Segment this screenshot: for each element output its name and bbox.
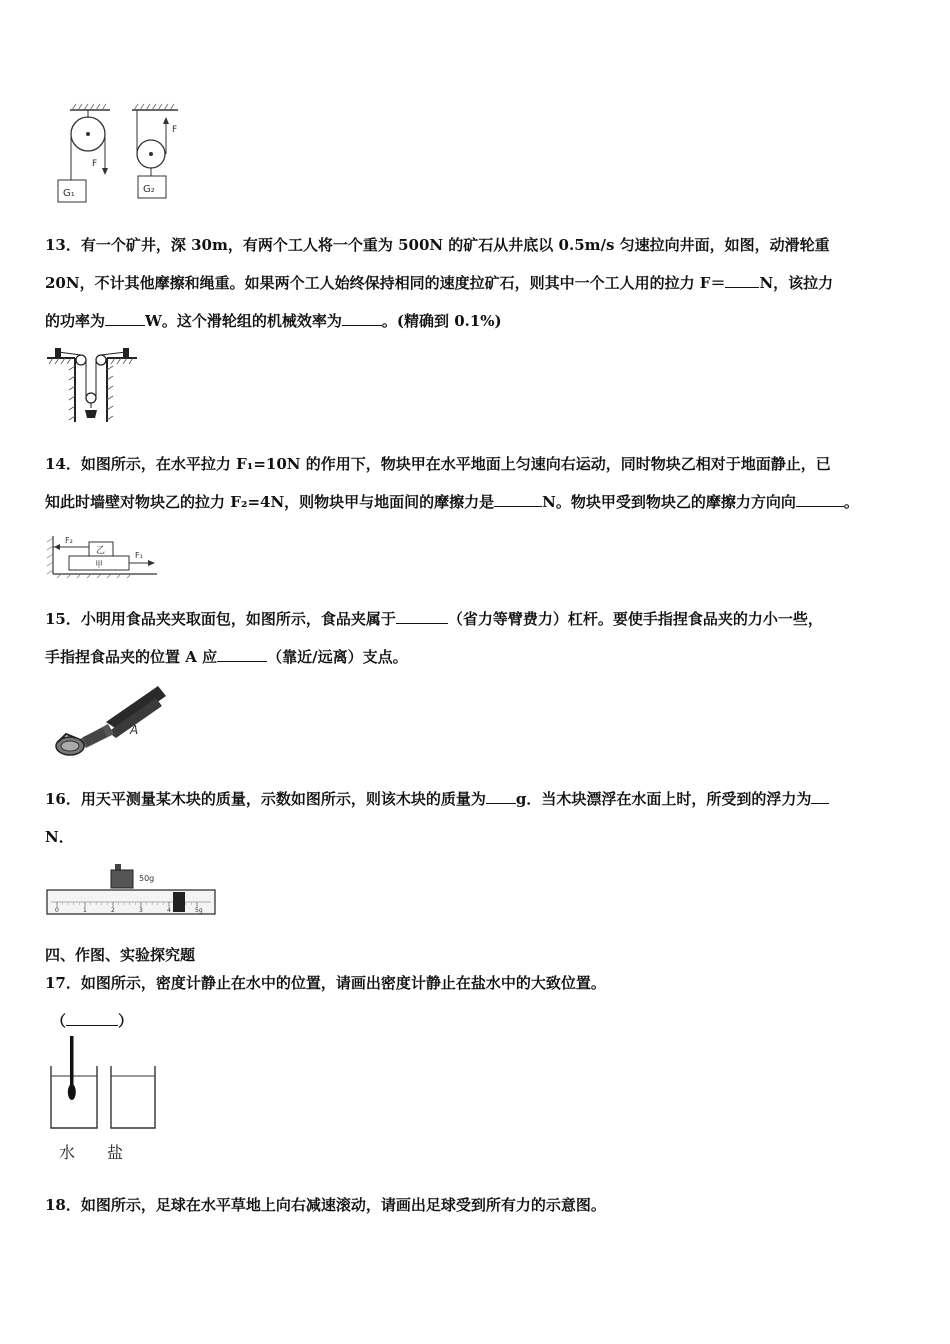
- salt-water-label: 盐: [107, 1143, 124, 1162]
- q17-answer-line: [45, 1002, 915, 1040]
- q17-paren-close: ）: [118, 1012, 134, 1030]
- balance-scale-figure: [45, 860, 220, 918]
- q13-blank-efficiency[interactable]: [342, 311, 382, 326]
- q15-line2a: 手指捏食品夹的位置 A 应: [45, 648, 218, 666]
- q13-line1: 13．有一个矿井，深 30m，有两个工人将一个重为 500N 的矿石从井底以 0.5m/s 匀速拉向井面，如图，动滑轮重: [45, 236, 830, 254]
- tick-label-5g: 5g: [195, 907, 203, 914]
- block-yi-label: 乙: [96, 546, 106, 556]
- q15-line1: [45, 600, 915, 638]
- g2-label: G₂: [143, 184, 155, 195]
- pulley-figure: [50, 100, 200, 210]
- q13-line3: [45, 302, 915, 340]
- tick-label-2: 2: [111, 907, 115, 914]
- q16-line2: N．: [45, 828, 74, 846]
- q14-line2c: 。: [843, 493, 859, 511]
- g1-label: G₁: [63, 188, 75, 199]
- force-label-f2: F: [172, 125, 178, 135]
- q18-line1: 18．如图所示，足球在水平草地上向右减速滚动，请画出足球受到所有力的示意图。: [45, 1196, 606, 1214]
- question-18: [45, 1186, 915, 1224]
- hydrometer-beakers-figure: [45, 1032, 165, 1167]
- question-15: [45, 600, 915, 676]
- question-14: [45, 445, 915, 521]
- tick-label-0: 0: [55, 907, 59, 914]
- q13-line2: [45, 264, 915, 302]
- q13-line3c: 。(精确到 0.1%): [381, 312, 502, 330]
- tick-label-1: 1: [83, 907, 87, 914]
- q17-line1: 17．如图所示，密度计静止在水中的位置，请画出密度计静止在盐水中的大致位置。: [45, 974, 606, 992]
- force-label-f1: F: [92, 159, 98, 169]
- food-tongs-figure: [48, 682, 168, 762]
- question-16: [45, 780, 915, 856]
- q15-line1b: （省力等臂费力）杠杆。要使手指捏食品夹的力小一些，: [447, 610, 823, 628]
- point-a-label: A: [130, 723, 139, 737]
- q14-line2: [45, 483, 915, 521]
- q13-line2b: N，该拉力: [759, 274, 834, 292]
- tick-label-3: 3: [139, 907, 143, 914]
- q14-blank-direction[interactable]: [796, 492, 844, 507]
- q17-paren-open: （: [51, 1012, 67, 1030]
- q15-line2b: （靠近/远离）支点。: [267, 648, 408, 666]
- q14-line1: 14．如图所示，在水平拉力 F₁=10N 的作用下，物块甲在水平地面上匀速向右运动，同时物块乙相对于地面静止，已: [45, 455, 831, 473]
- q17-blank-drawing[interactable]: [66, 1011, 118, 1026]
- f2-label: F₂: [65, 536, 73, 545]
- q15-blank-lever-type[interactable]: [396, 609, 448, 624]
- weight-label: 50g: [139, 874, 155, 883]
- q13-line3a: 的功率为: [45, 312, 106, 330]
- q16-line1b: g．当木块漂浮在水面上时，所受到的浮力为: [515, 790, 812, 808]
- mine-well-figure: [45, 340, 140, 425]
- q15-line1a: 15．小明用食品夹夹取面包，如图所示，食品夹属于: [45, 610, 396, 628]
- question-13: [45, 226, 915, 340]
- q15-line2: [45, 638, 915, 676]
- section-4-title: 四、作图、实验探究题: [45, 946, 196, 964]
- q13-line3b: W。这个滑轮组的机械效率为: [145, 312, 342, 330]
- block-jia-label: 甲: [95, 560, 103, 569]
- tick-label-4: 4: [167, 907, 171, 914]
- q15-blank-position[interactable]: [217, 647, 267, 662]
- q16-blank-buoyancy[interactable]: [811, 789, 829, 804]
- q16-line1a: 16．用天平测量某木块的质量，示数如图所示，则该木块的质量为: [45, 790, 486, 808]
- water-label: 水: [59, 1143, 76, 1162]
- q13-blank-power[interactable]: [105, 311, 145, 326]
- q14-line2b: N。物块甲受到物块乙的摩擦力方向向: [542, 493, 796, 511]
- q13-blank-force[interactable]: [725, 273, 759, 288]
- q16-blank-mass[interactable]: [486, 789, 516, 804]
- q16-line1: [45, 780, 915, 818]
- q14-line2a: 知此时墙壁对物块乙的拉力 F₂=4N，则物块甲与地面间的摩擦力是: [45, 493, 495, 511]
- question-17: [45, 964, 915, 1040]
- block-friction-figure: [45, 532, 165, 580]
- f1-label: F₁: [135, 551, 143, 560]
- q14-blank-friction[interactable]: [494, 492, 542, 507]
- q13-line2a: 20N，不计其他摩擦和绳重。如果两个工人始终保持相同的速度拉矿石，则其中一个工人用的拉力 F＝: [45, 274, 726, 292]
